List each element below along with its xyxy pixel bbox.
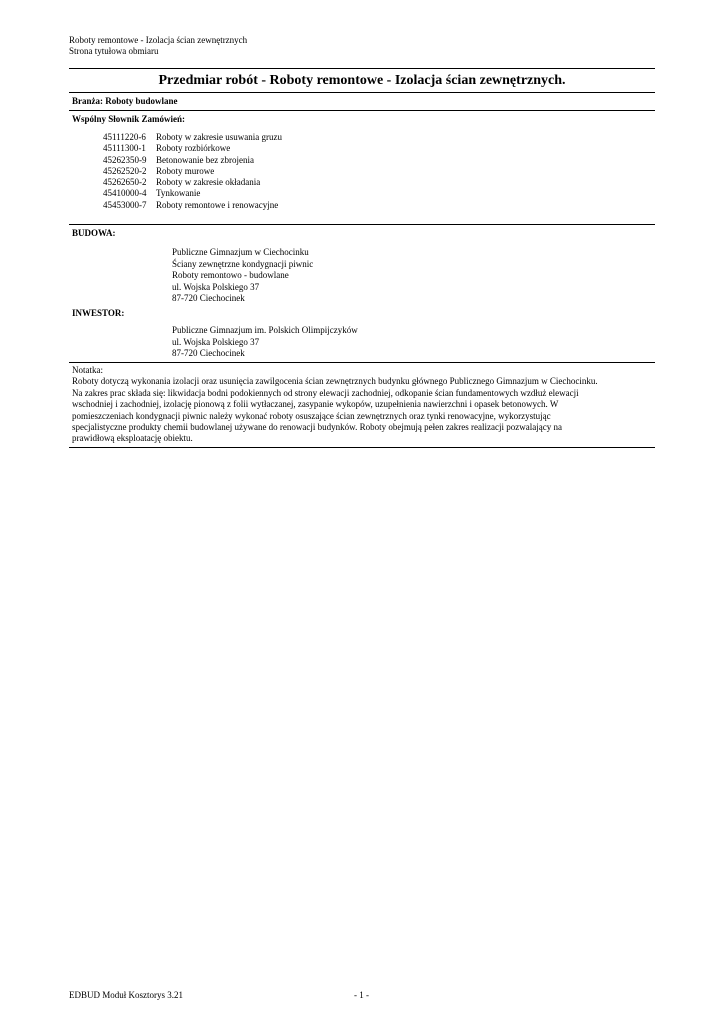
- budowa-line: Roboty remontowo - budowlane: [172, 270, 289, 280]
- cpv-list: [103, 132, 282, 211]
- cpv-code: 45111300-1: [103, 143, 146, 154]
- cpv-item: [103, 143, 282, 154]
- cpv-item: [103, 132, 282, 143]
- inwestor-line: 87-720 Ciechocinek: [172, 348, 245, 358]
- cpv-item: [103, 188, 282, 199]
- note-section: [72, 365, 652, 445]
- header-line-2: Strona tytułowa obmiaru: [69, 45, 159, 56]
- divider-bottom: [69, 447, 655, 448]
- branza-label: Branża: Roboty budowlane: [72, 96, 178, 106]
- cpv-item: [103, 166, 282, 177]
- inwestor-line: Publiczne Gimnazjum im. Polskich Olimpijczyków: [172, 325, 358, 335]
- budowa-address: [172, 247, 313, 305]
- budowa-line: 87-720 Ciechocinek: [172, 293, 245, 303]
- note-line: pomieszczeniach kondygnacji piwnic należy wykonać roboty osuszające ścian zewnętrznych oraz tynki renowacyjne, wykorzystując: [72, 410, 551, 421]
- note-label: Notatka:: [72, 365, 103, 375]
- footer-software: EDBUD Moduł Kosztorys 3.21: [69, 990, 183, 1000]
- budowa-line: Ściany zewnętrzne kondygnacji piwnic: [172, 258, 314, 269]
- divider-title: [69, 92, 655, 93]
- cpv-code: 45262650-2: [103, 177, 147, 188]
- page-title: Przedmiar robót - Roboty remontowe - Izolacja ścian zewnętrznych.: [158, 73, 566, 88]
- cpv-code: 45262350-9: [103, 154, 147, 165]
- cpv-code: 45410000-4: [103, 188, 147, 199]
- cpv-desc: Roboty remontowe i renowacyjne: [156, 199, 279, 210]
- cpv-desc: Roboty murowe: [156, 165, 215, 176]
- inwestor-address: [172, 325, 358, 360]
- budowa-label: BUDOWA:: [72, 228, 116, 238]
- divider-top: [69, 68, 655, 69]
- cpv-heading: Wspólny Słownik Zamówień:: [72, 114, 186, 124]
- note-line: wschodniej i zachodniej, izolację pionową z folii wytłaczanej, zasypanie wykopów, uzupełnienia nawierzchni i opasek betonowych. W: [72, 399, 559, 410]
- note-line: Roboty dotyczą wykonania izolacji oraz usunięcia zawilgocenia ścian zewnętrznych budynku głównego Publicznego Gimnazjum w Ciechocinku.: [72, 376, 598, 387]
- running-header: [69, 35, 247, 56]
- cpv-item: [103, 200, 282, 211]
- cpv-code: 45111220-6: [103, 132, 146, 142]
- note-line: Na zakres prac składa się: likwidacja bodni podokiennych od strony elewacji zachodniej, odkopanie ścian fundamentowych wzdłuż elewacji: [72, 387, 579, 398]
- divider-inwestor: [69, 362, 655, 363]
- footer-page-number: - 1 -: [354, 990, 369, 1000]
- divider-branza: [69, 110, 655, 111]
- note-line: prawidłową eksploatację obiektu.: [72, 433, 193, 444]
- cpv-desc: Roboty w zakresie usuwania gruzu: [156, 132, 282, 142]
- cpv-desc: Betonowanie bez zbrojenia: [156, 154, 254, 165]
- budowa-line: ul. Wojska Polskiego 37: [172, 281, 260, 292]
- cpv-desc: Roboty w zakresie okładania: [156, 177, 261, 188]
- cpv-desc: Tynkowanie: [156, 188, 201, 199]
- header-line-1: Roboty remontowe - Izolacja ścian zewnętrznych: [69, 35, 248, 45]
- cpv-code: 45453000-7: [103, 199, 147, 210]
- cpv-desc: Roboty rozbiórkowe: [156, 143, 231, 154]
- cpv-item: [103, 177, 282, 188]
- inwestor-line: ul. Wojska Polskiego 37: [172, 336, 260, 347]
- cpv-item: [103, 155, 282, 166]
- note-line: specjalistyczne produkty chemii budowlanej używane do renowacji budynków. Roboty obejmują pełen zakres realizacji pozwalający na: [72, 422, 562, 433]
- divider-cpv: [69, 224, 655, 225]
- cpv-code: 45262520-2: [103, 165, 147, 176]
- inwestor-label: INWESTOR:: [72, 308, 125, 318]
- budowa-line: Publiczne Gimnazjum w Ciechocinku: [172, 247, 309, 257]
